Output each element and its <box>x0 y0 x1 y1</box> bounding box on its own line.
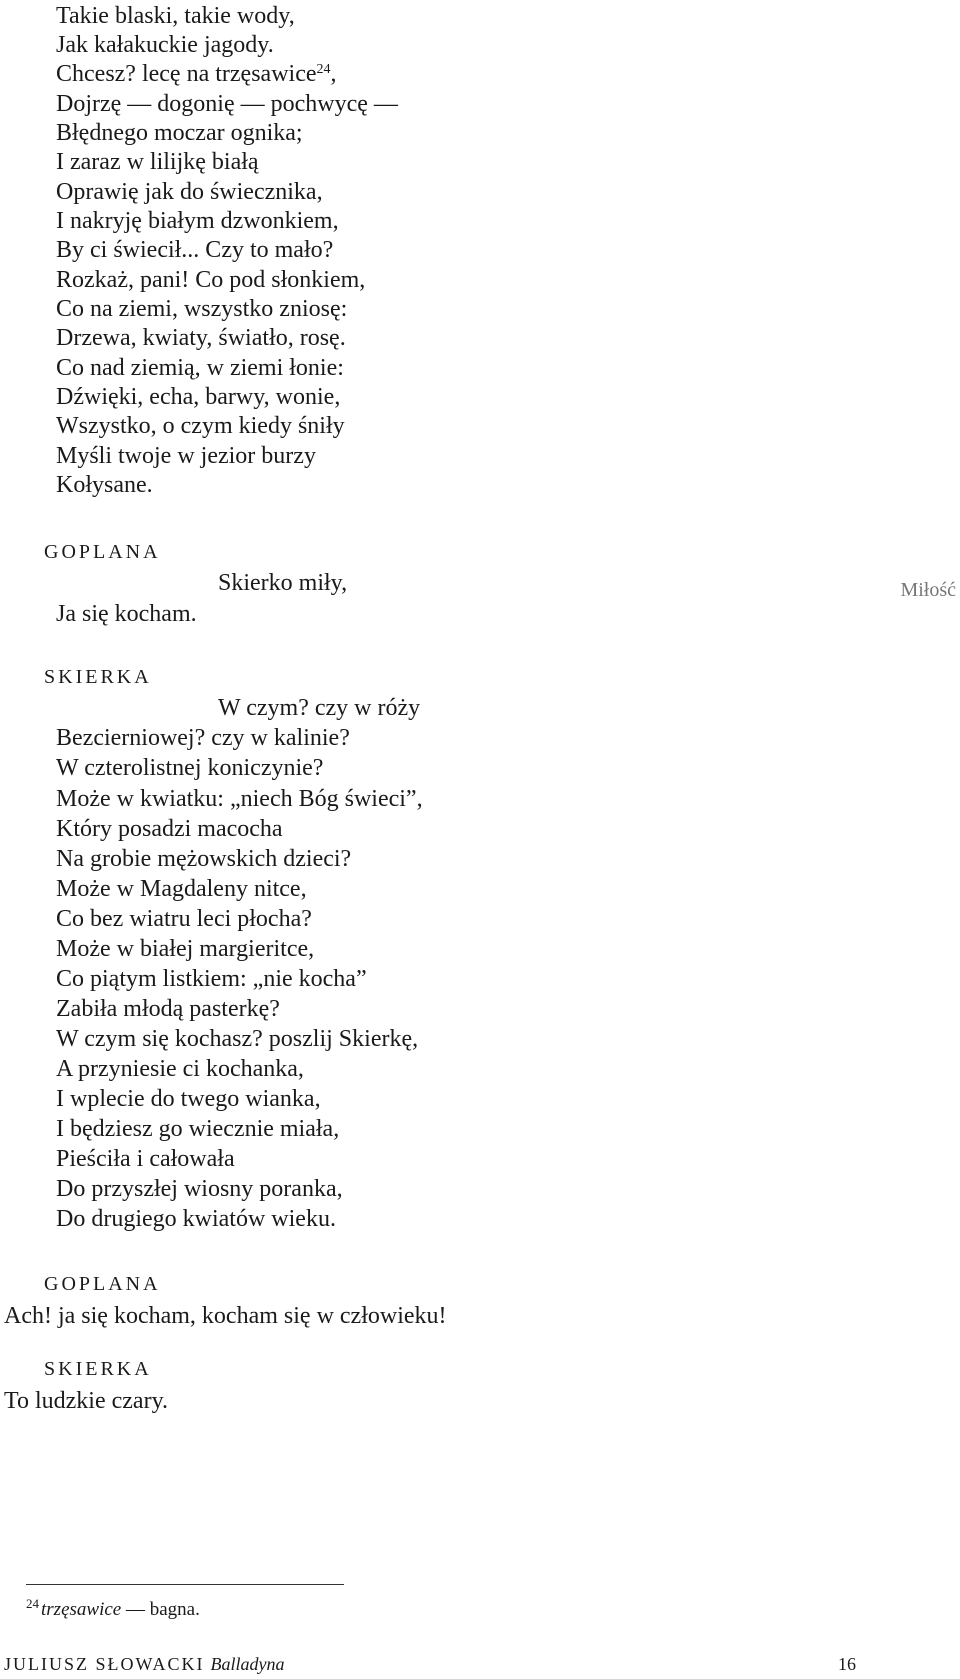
verse-line: W czym? czy w róży <box>218 695 421 721</box>
verse-line: Błędnego moczar ognika; <box>56 120 303 146</box>
verse-line: Może w kwiatku: „niech Bóg świeci”, <box>56 786 423 812</box>
verse-line: Co piątym listkiem: „nie kocha” <box>56 966 367 992</box>
verse-line: Zabiła młodą pasterkę? <box>56 996 280 1022</box>
verse-line: Ja się kocham. <box>56 601 197 627</box>
verse-line: Skierko miły, <box>218 570 348 596</box>
verse-line: Co na ziemi, wszystko zniosę: <box>56 296 348 322</box>
verse-line: By ci świecił... Czy to mało? <box>56 237 334 263</box>
page-footer <box>4 1652 285 1676</box>
footer-author: JULIUSZ SŁOWACKI <box>4 1654 205 1674</box>
verse-line: I zaraz w lilijkę białą <box>56 149 259 175</box>
footnote-rule <box>26 1584 344 1585</box>
verse-line: Takie blaski, takie wody, <box>56 3 295 29</box>
footnote-term: trzęsawice <box>41 1599 122 1620</box>
verse-line: W czterolistnej koniczynie? <box>56 755 324 781</box>
verse-line: Który posadzi macocha <box>56 816 283 842</box>
footer-title: Balladyna <box>210 1654 285 1674</box>
verse-line: A przyniesie ci kochanka, <box>56 1056 304 1082</box>
speaker-name: SKIERKA <box>44 1358 152 1380</box>
page-number: 16 <box>838 1654 856 1674</box>
verse-line: Do przyszłej wiosny poranka, <box>56 1176 343 1202</box>
verse-line: W czym się kochasz? poszlij Skierkę, <box>56 1026 419 1052</box>
speaker-name: GOPLANA <box>44 1273 161 1295</box>
verse-line: Kołysane. <box>56 472 153 498</box>
verse-line: Pieściła i całowała <box>56 1146 235 1172</box>
verse-line: Oprawię jak do świecznika, <box>56 179 323 205</box>
verse-line: Drzewa, kwiaty, światło, rosę. <box>56 325 346 351</box>
verse-line: Do drugiego kwiatów wieku. <box>56 1206 336 1232</box>
footnote-reference[interactable]: 24 <box>316 62 331 77</box>
footnote-number: 24 <box>26 1596 39 1611</box>
verse-line <box>56 58 337 90</box>
speaker-name: SKIERKA <box>44 666 152 688</box>
verse-line: I będziesz go wiecznie miała, <box>56 1116 340 1142</box>
verse-line: I nakryję białym dzwonkiem, <box>56 208 339 234</box>
footnote <box>26 1592 200 1622</box>
verse-line: Bezcierniowej? czy w kalinie? <box>56 725 350 751</box>
verse-line: To ludzkie czary. <box>4 1388 169 1414</box>
verse-line: Dźwięki, echa, barwy, wonie, <box>56 384 341 410</box>
verse-line: Wszystko, o czym kiedy śniły <box>56 413 345 439</box>
verse-line: I wplecie do twego wianka, <box>56 1086 321 1112</box>
verse-line: Co nad ziemią, w ziemi łonie: <box>56 355 344 381</box>
verse-line: Może w białej margieritce, <box>56 936 315 962</box>
speaker-name: GOPLANA <box>44 541 161 563</box>
verse-punctuation: , <box>330 61 337 87</box>
footnote-text: — bagna. <box>121 1599 200 1620</box>
verse-line: Może w Magdaleny nitce, <box>56 876 307 902</box>
verse-line: Myśli twoje w jezior burzy <box>56 443 316 469</box>
verse-line: Rozkaż, pani! Co pod słonkiem, <box>56 267 366 293</box>
verse-line: Dojrzę — dogonię — pochwycę — <box>56 91 398 117</box>
verse-line: Co bez wiatru leci płocha? <box>56 906 312 932</box>
verse-line: Jak kałakuckie jagody. <box>56 32 274 58</box>
margin-note: Miłość <box>900 579 956 601</box>
verse-line: Na grobie mężowskich dzieci? <box>56 846 352 872</box>
verse-text: Chcesz? lecę na trzęsawice <box>56 61 317 87</box>
verse-line: Ach! ja się kocham, kocham się w człowieku! <box>4 1303 447 1329</box>
